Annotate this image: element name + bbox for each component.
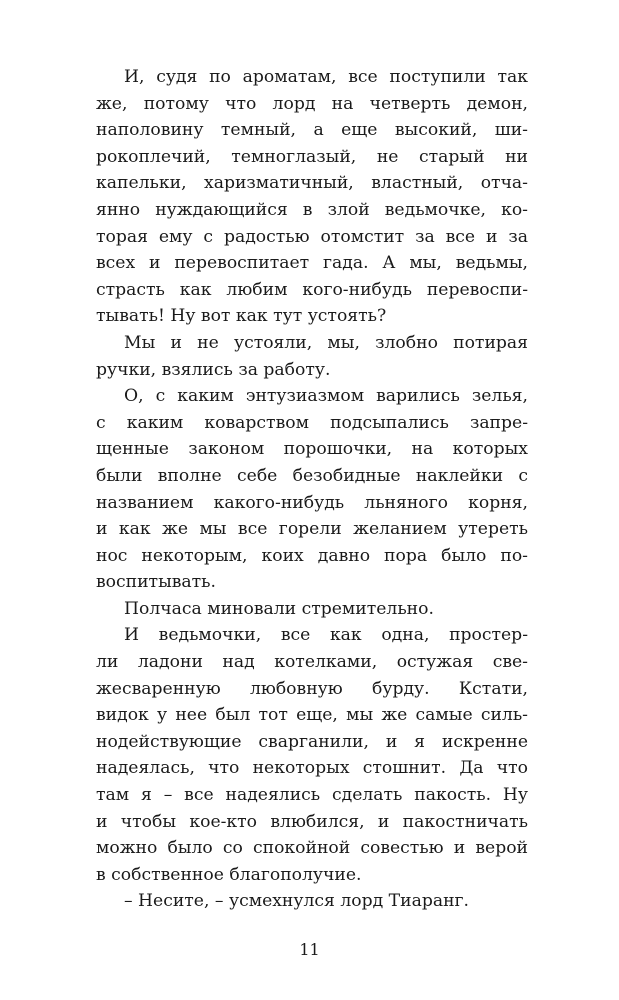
text-line: жесваренную любовную бурду. Кстати, bbox=[96, 678, 528, 699]
text-line: торая ему с радостью отомстит за все и за bbox=[96, 226, 528, 247]
text-line: Полчаса миновали стремительно. bbox=[124, 598, 434, 619]
paragraph-5 bbox=[96, 622, 528, 888]
text-line: с каким коварством подсыпались запре- bbox=[96, 412, 528, 433]
text-line: страсть как любим кого-нибудь перевоспи- bbox=[96, 279, 528, 300]
paragraph-3 bbox=[96, 383, 528, 596]
text-line: там я – все надеялись сделать пакость. Ну bbox=[96, 785, 528, 806]
text-line: же, потому что лорд на четверть демон, bbox=[96, 93, 528, 114]
text-line: капельки, харизматичный, властный, отча- bbox=[96, 173, 528, 194]
text-line: и как же мы все горели желанием утереть bbox=[96, 519, 528, 540]
text-line: ручки, взялись за работу. bbox=[96, 359, 331, 380]
paragraph-4 bbox=[96, 596, 528, 623]
paragraph-6 bbox=[96, 888, 528, 915]
text-line: тывать! Ну вот как тут устоять? bbox=[96, 306, 387, 327]
text-line: И ведьмочки, все как одна, простер- bbox=[124, 625, 528, 646]
text-line: янно нуждающийся в злой ведьмочке, ко- bbox=[96, 199, 528, 220]
text-line: И, судя по ароматам, все поступили так bbox=[124, 67, 528, 87]
text-line: нос некоторым, коих давно пора было по- bbox=[96, 545, 528, 566]
book-page-text bbox=[96, 64, 528, 915]
text-line: рокоплечий, темноглазый, не старый ни bbox=[96, 146, 528, 167]
text-line: были вполне себе безобидные наклейки с bbox=[96, 465, 528, 486]
text-line: можно было со спокойной совестью и верой bbox=[96, 838, 528, 859]
text-line: всех и перевоспитает гада. А мы, ведьмы, bbox=[96, 253, 528, 274]
text-line: ли ладони над котелками, остужая све- bbox=[96, 652, 528, 673]
text-line: названием какого-нибудь льняного корня, bbox=[96, 492, 528, 513]
paragraph-2 bbox=[96, 330, 528, 383]
text-line: нодействующие сварганили, и я искренне bbox=[96, 731, 528, 752]
text-line: Мы и не устояли, мы, злобно потирая bbox=[124, 332, 528, 353]
paragraph-1 bbox=[96, 64, 528, 330]
text-line: щенные законом порошочки, на которых bbox=[96, 439, 528, 460]
text-line: в собственное благополучие. bbox=[96, 864, 362, 885]
text-line: видок у нее был тот еще, мы же самые силь- bbox=[96, 705, 528, 726]
text-line: – Несите, – усмехнулся лорд Тиаранг. bbox=[124, 891, 470, 912]
page-number: 11 bbox=[299, 940, 320, 959]
text-line: О, с каким энтузиазмом варились зелья, bbox=[124, 386, 528, 407]
text-line: и чтобы кое-кто влюбился, и пакостничать bbox=[96, 811, 528, 832]
text-line: воспитывать. bbox=[96, 572, 217, 593]
text-line: надеялась, что некоторых стошнит. Да что bbox=[96, 758, 528, 779]
text-line: наполовину темный, а еще высокий, ши- bbox=[96, 120, 528, 141]
